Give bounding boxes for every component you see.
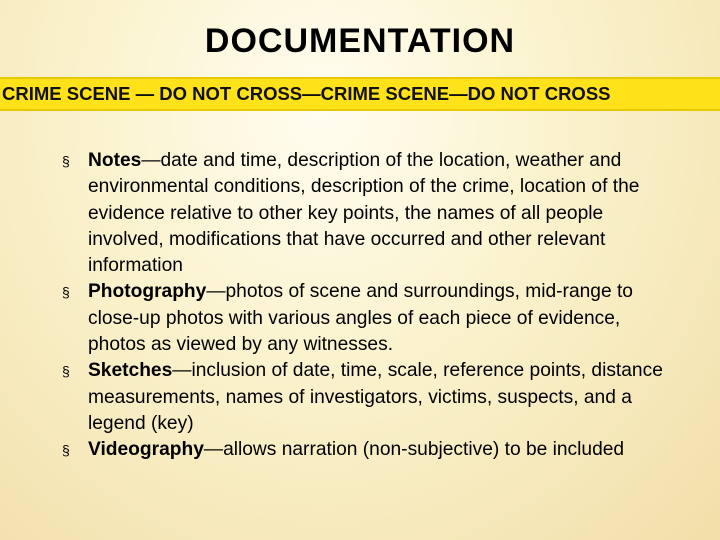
bullet-marker-icon: § <box>62 442 70 459</box>
bullet-list <box>62 148 672 464</box>
bullet-marker-icon: § <box>62 284 70 301</box>
slide-title: DOCUMENTATION <box>204 22 516 60</box>
bullet-text: —date and time, description of the location, weather and environmental conditions, description of the crime, location of the evidence relative to other key points, the names of all people involved, modifications that have occurred and other relevant information <box>88 150 640 277</box>
crime-scene-tape <box>0 77 720 111</box>
bullet-item-videography <box>62 437 672 463</box>
bullet-list-container <box>62 148 672 464</box>
bullet-item-notes <box>62 148 672 279</box>
bullet-term: Photography <box>88 281 207 303</box>
bullet-marker-icon: § <box>62 153 70 169</box>
bullet-text: —allows narration (non-subjective) to be included <box>203 439 625 461</box>
bullet-term: Sketches <box>88 360 173 382</box>
bullet-text: —photos of scene and surroundings, mid-range to close-up photos with various angles of each piece of evidence, photos as viewed by any witnesses. <box>88 281 633 356</box>
bullet-marker-icon: § <box>62 363 70 380</box>
bullet-item-photography <box>62 279 672 358</box>
bullet-text: —inclusion of date, time, scale, reference points, distance measurements, names of investigators, victims, suspects, and a legend (key) <box>88 360 663 434</box>
bullet-item-sketches <box>62 358 672 437</box>
bullet-term: Videography <box>88 439 204 461</box>
bullet-term: Notes <box>88 150 142 171</box>
crime-scene-tape-text: CRIME SCENE — DO NOT CROSS—CRIME SCENE—DO NOT CROSS <box>2 83 611 104</box>
